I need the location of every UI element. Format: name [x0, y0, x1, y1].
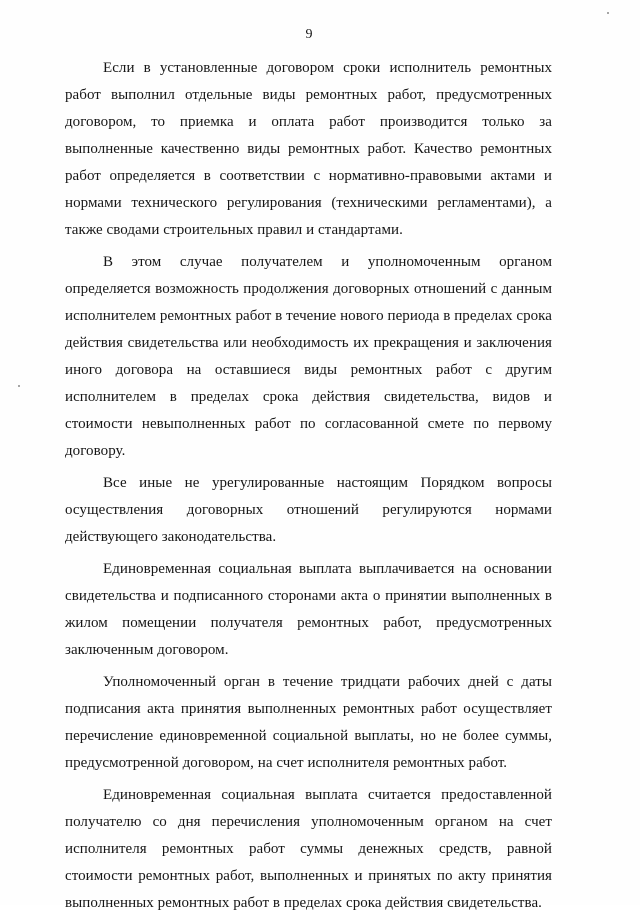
- paragraph-2: В этом случае получателем и уполномоченным органом определяется возможность продолжения договорных отношений с данным исполнителем ремонтных работ в течение нового периода в пределах срока действия свидетельства или необходимость их прекращения и заключения иного договора на оставшиеся виды ремонтных работ с другим исполнителем в пределах срока действия свидетельства, видов и стоимости невыполненных работ по согласованной смете по первому договору.: [65, 254, 552, 459]
- paragraph-5: Уполномоченный орган в течение тридцати рабочих дней с даты подписания акта принятия выполненных ремонтных работ осуществляет перечисление единовременной социальной выплаты, но не более суммы, предусмотренной договором, на счет исполнителя ремонтных работ.: [65, 674, 552, 771]
- document-body: [65, 55, 552, 922]
- scan-speck: [607, 12, 609, 14]
- scan-speck: [18, 385, 20, 387]
- paragraph-3: Все иные не урегулированные настоящим Порядком вопросы осуществления договорных отношений регулируются нормами действующего законодательства.: [65, 475, 552, 545]
- page-number: 9: [305, 27, 313, 42]
- paragraph-4: Единовременная социальная выплата выплачивается на основании свидетельства и подписанного сторонами акта о принятии выполненных в жилом помещении получателя ремонтных работ, предусмотренных заключенным договором.: [65, 561, 552, 658]
- paragraph-6: Единовременная социальная выплата считается предоставленной получателю со дня перечисления уполномоченным органом на счет исполнителя ремонтных работ суммы денежных средств, равной стоимости ремонтных работ, выполненных и принятых по акту принятия выполненных ремонтных работ в пределах срока действия свидетельства.: [65, 787, 552, 911]
- paragraph-1: Если в установленные договором сроки исполнитель ремонтных работ выполнил отдельные виды ремонтных работ, предусмотренных договором, то приемка и оплата работ производится только за выполненные качественно виды ремонтных работ. Качество ремонтных работ определяется в соответствии с нормативно-правовыми актами и нормами технического регулирования (техническими регламентами), а также сводами строительных правил и стандартами.: [65, 60, 552, 238]
